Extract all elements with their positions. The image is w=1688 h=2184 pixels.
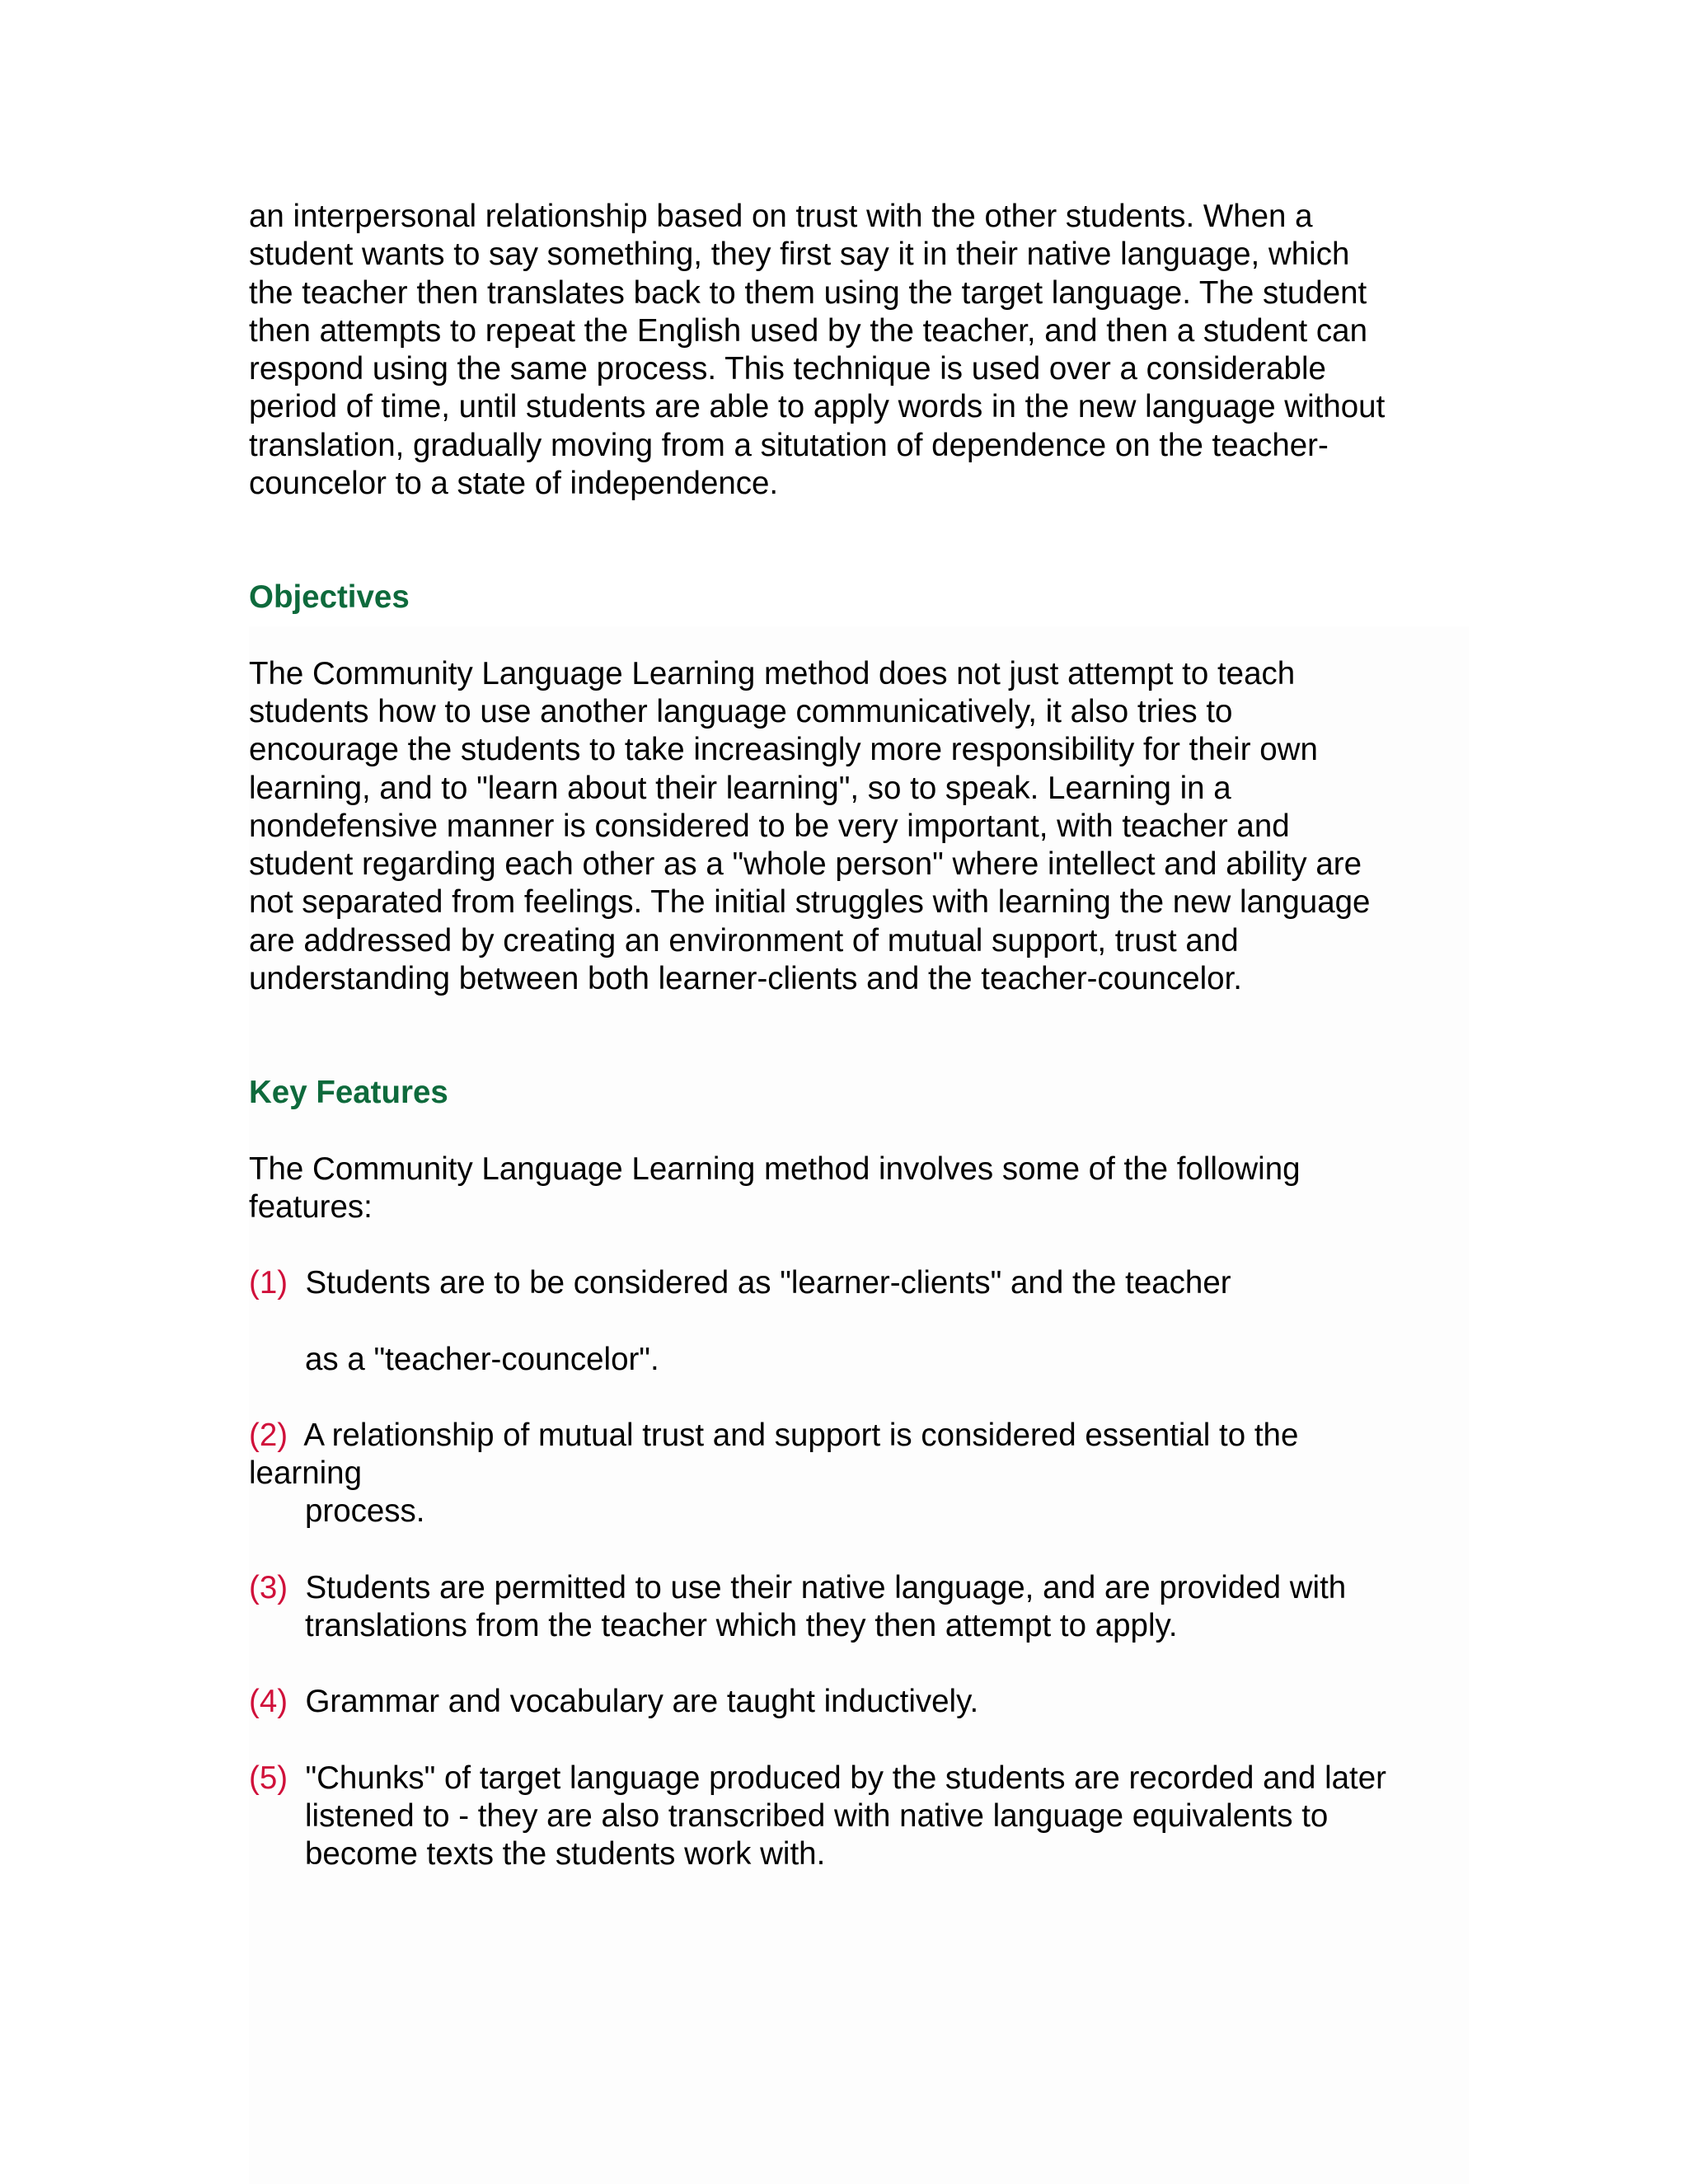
feature-number: (3): [249, 1569, 288, 1605]
feature-text: "Chunks" of target language produced by the students are recorded and later: [288, 1760, 1386, 1796]
feature-continuation: become texts the students work with.: [305, 1836, 826, 1872]
text-line: respond using the same process. This technique is used over a considerable: [249, 351, 1326, 387]
text-line: are addressed by creating an environment of mutual support, trust and: [249, 922, 1239, 958]
feature-continuation: as a "teacher-councelor".: [305, 1341, 659, 1377]
key-features-intro: [249, 1151, 1469, 1227]
objectives-heading: Objectives: [249, 579, 410, 616]
feature-text: Students are permitted to use their native language, and are provided with: [288, 1569, 1347, 1605]
text-line: student wants to say something, they first say it in their native language, which: [249, 237, 1350, 273]
text-line: The Community Language Learning method does not just attempt to teach: [249, 655, 1296, 691]
text-line: the teacher then translates back to them using the target language. The student: [249, 274, 1367, 311]
feature-text: A relationship of mutual trust and support is considered essential to the: [288, 1417, 1299, 1453]
feature-item-2: [249, 1417, 1469, 1531]
text-line: The Community Language Learning method involves some of the following: [249, 1151, 1301, 1187]
feature-text: Students are to be considered as "learner-clients" and the teacher: [288, 1265, 1231, 1301]
text-line: an interpersonal relationship based on trust with the other students. When a: [249, 199, 1313, 234]
feature-wrap: learning: [249, 1455, 362, 1492]
document-content: [249, 198, 1469, 1874]
text-line: period of time, until students are able to apply words in the new language without: [249, 389, 1386, 425]
feature-number: (2): [249, 1417, 288, 1453]
text-line: student regarding each other as a "whole person" where intellect and ability are: [249, 846, 1362, 883]
text-line: then attempts to repeat the English used by the teacher, and then a student can: [249, 312, 1367, 349]
objectives-paragraph: [249, 655, 1469, 999]
feature-continuation: translations from the teacher which they then attempt to apply.: [305, 1608, 1178, 1644]
key-features-heading: Key Features: [249, 1075, 448, 1111]
text-line: encourage the students to take increasingly more responsibility for their own: [249, 732, 1318, 768]
intro-paragraph: [249, 198, 1469, 503]
feature-item-4: [249, 1683, 1469, 1721]
feature-continuation: process.: [305, 1493, 425, 1530]
text-line: not separated from feelings. The initial struggles with learning the new language: [249, 884, 1371, 921]
feature-continuation: listened to - they are also transcribed with native language equivalents to: [305, 1797, 1329, 1834]
feature-item-1: [249, 1264, 1469, 1379]
text-line: learning, and to "learn about their learning", so to speak. Learning in a: [249, 770, 1231, 806]
document-page: [249, 198, 1469, 1874]
feature-number: (4): [249, 1684, 288, 1720]
feature-text: Grammar and vocabulary are taught inductively.: [288, 1684, 979, 1720]
text-line: nondefensive manner is considered to be very important, with teacher and: [249, 808, 1290, 844]
text-line: students how to use another language communicatively, it also tries to: [249, 693, 1233, 729]
text-line: understanding between both learner-clients and the teacher-councelor.: [249, 961, 1242, 997]
text-line: features:: [249, 1188, 373, 1225]
feature-item-5: [249, 1760, 1469, 1874]
feature-item-3: [249, 1569, 1469, 1646]
text-line: councelor to a state of independence.: [249, 466, 779, 502]
feature-number: (1): [249, 1265, 288, 1301]
feature-number: (5): [249, 1760, 288, 1796]
text-line: translation, gradually moving from a situtation of dependence on the teacher-: [249, 427, 1329, 463]
